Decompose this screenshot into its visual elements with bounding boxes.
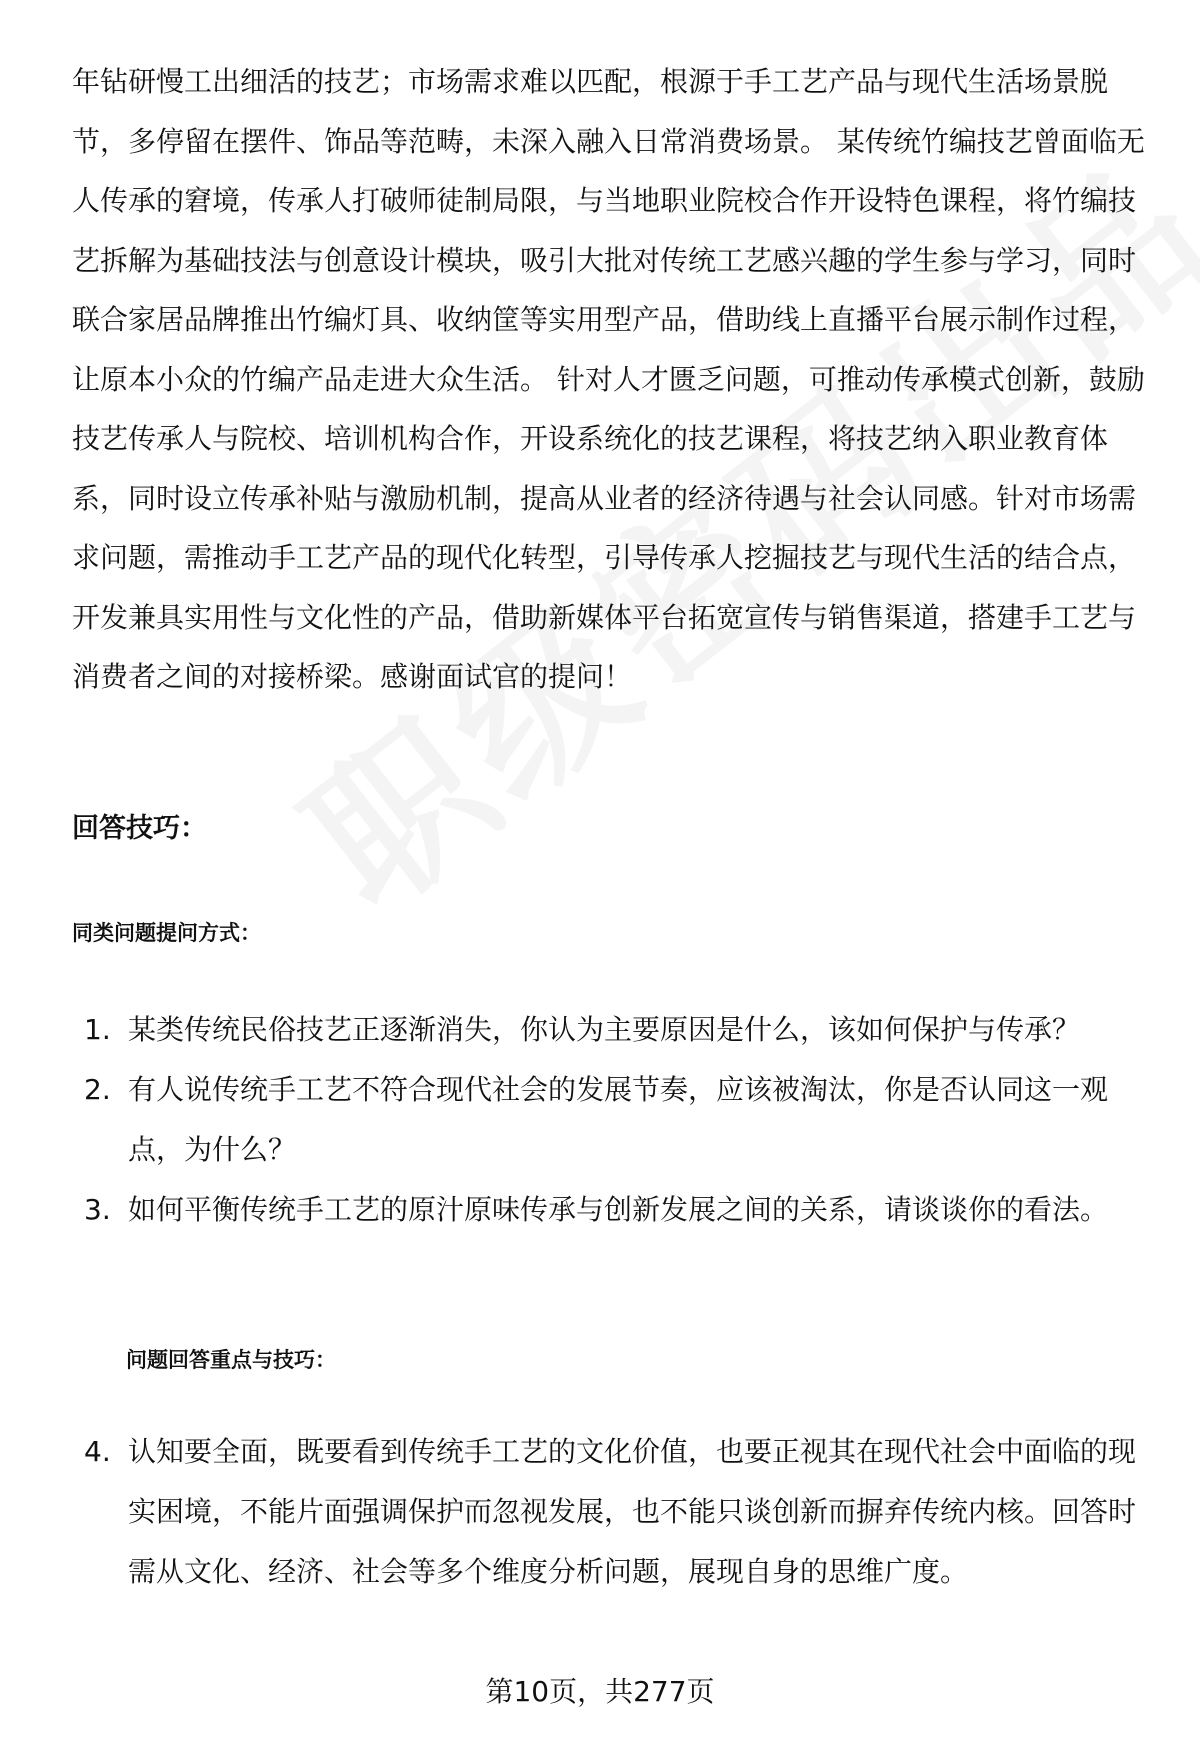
- list-item: [72, 1000, 1152, 1060]
- list-item-number: 3.: [84, 1193, 111, 1226]
- similar-questions-list: [72, 1000, 1152, 1240]
- list-item-text: 某类传统民俗技艺正逐渐消失，你认为主要原因是什么，该如何保护与传承？: [128, 1013, 1081, 1046]
- list-item-text: 有人说传统手工艺不符合现代社会的发展节奏，应该被淘汰，你是否认同这一观点，为什么？: [128, 1073, 1109, 1166]
- list-item-number: 1.: [84, 1013, 111, 1046]
- list-item-text: 认知要全面，既要看到传统手工艺的文化价值，也要正视其在现代社会中面临的现实困境，不能片面强调保护而忽视发展，也不能只谈创新而摒弃传统内核。回答时需从文化、经济、社会等多个维度分析问题，展现自身的思维广度。: [128, 1435, 1137, 1588]
- list-item-text: 如何平衡传统手工艺的原汁原味传承与创新发展之间的关系，请谈谈你的看法。: [128, 1193, 1109, 1226]
- list-item: [72, 1180, 1152, 1240]
- list-item: [72, 1060, 1152, 1180]
- key-points-heading: 问题回答重点与技巧：: [126, 1348, 336, 1372]
- list-item-number: 2.: [84, 1073, 111, 1106]
- page-footer: 第10页，共277页: [485, 1675, 715, 1708]
- list-item: [72, 1422, 1152, 1602]
- similar-questions-heading: 同类问题提问方式：: [72, 921, 261, 945]
- answer-tips-heading: 回答技巧：: [72, 813, 207, 844]
- key-points-list: [72, 1422, 1152, 1602]
- body-paragraph: 年钻研慢工出细活的技艺；市场需求难以匹配，根源于手工艺产品与现代生活场景脱节，多停留在摆件、饰品等范畴，未深入融入日常消费场景。 某传统竹编技艺曾面临无人传承的窘境，传承人打破师徒制局限，与当地职业院校合作开设特色课程，将竹编技艺拆解为基础技法与创意设计模块，吸引大批对传统工艺感兴趣的学生参与学习，同时联合家居品牌推出竹编灯具、收纳筐等实用型产品，借助线上直播平台展示制作过程，让原本小众的竹编产品走进大众生活。 针对人才匮乏问题，可推动传承模式创新，鼓励技艺传承人与院校、培训机构合作，开设系统化的技艺课程，将技艺纳入职业教育体系，同时设立传承补贴与激励机制，提高从业者的经济待遇与社会认同感。针对市场需求问题，需推动手工艺产品的现代化转型，引导传承人挖掘技艺与现代生活的结合点，开发兼具实用性与文化性的产品，借助新媒体平台拓宽宣传与销售渠道，搭建手工艺与消费者之间的对接桥梁。感谢面试官的提问！: [72, 65, 1145, 693]
- list-item-number: 4.: [84, 1435, 111, 1468]
